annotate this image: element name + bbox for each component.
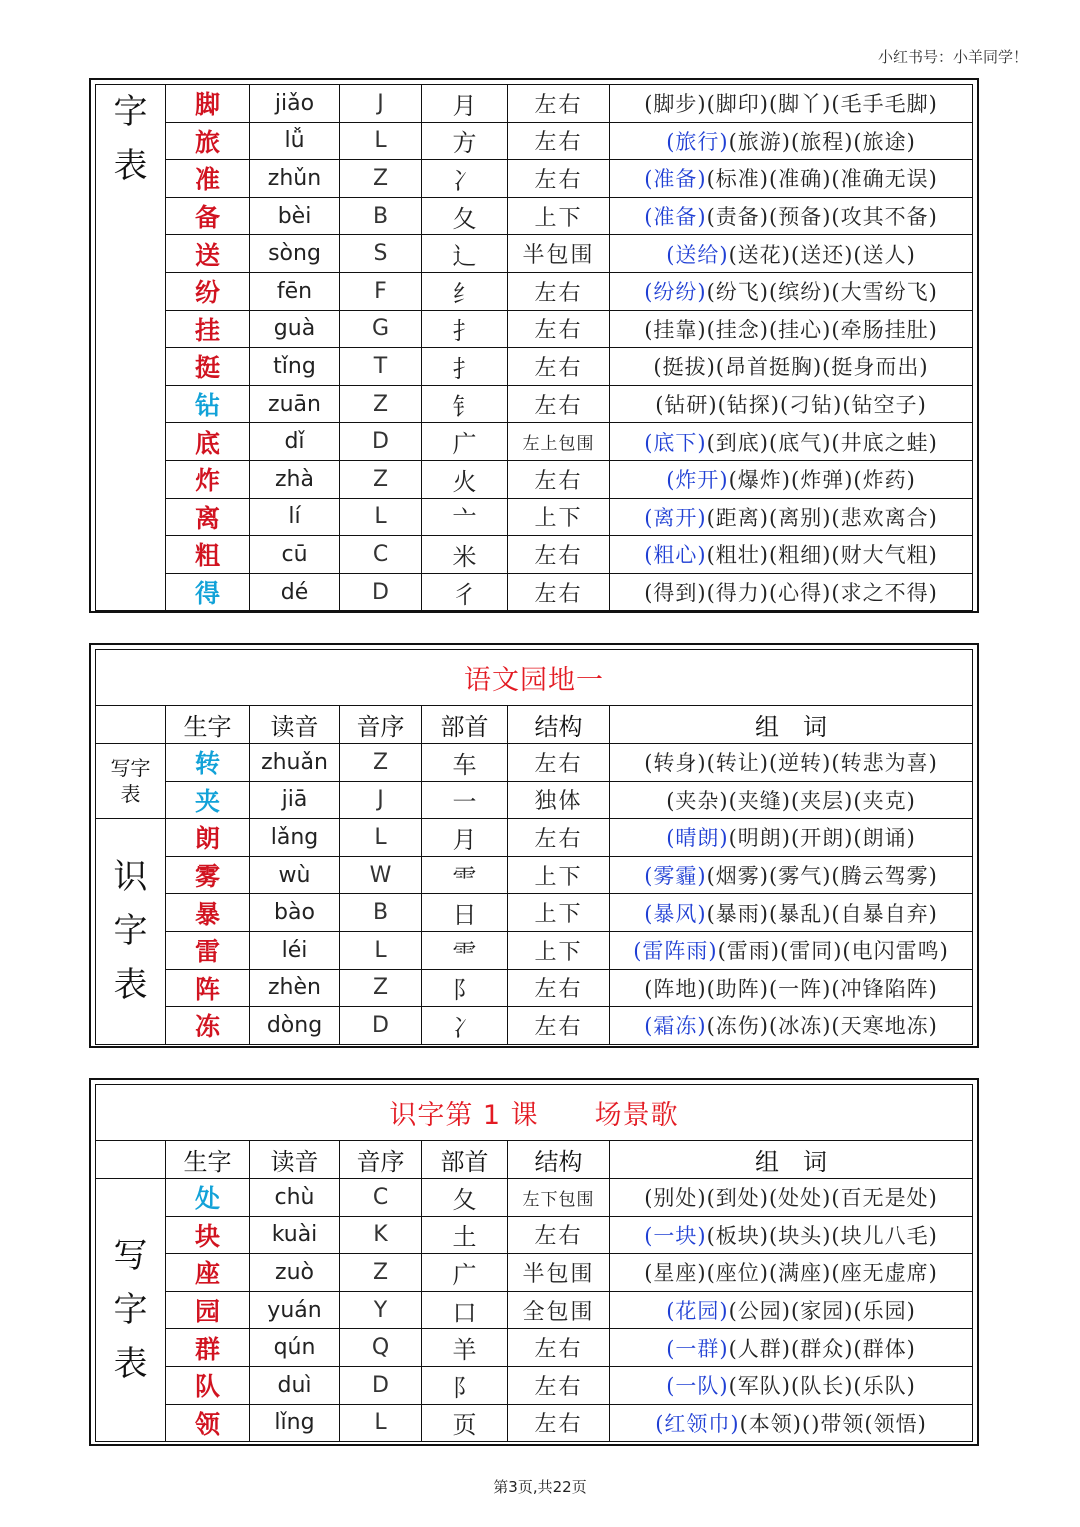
initial-letter-cell: G [340, 310, 422, 348]
pinyin-cell: dé [250, 573, 340, 611]
initial-letter-cell: L [340, 498, 422, 536]
words-text: (距离)(离别)(悲欢离合) [706, 505, 938, 530]
radical-cell: 页 [422, 1404, 508, 1442]
character-cell: 挂 [166, 310, 250, 348]
header-blank [96, 706, 166, 744]
initial-letter-cell: Z [340, 460, 422, 498]
structure-cell: 半包围 [508, 1254, 610, 1292]
radical-cell: 亠 [422, 498, 508, 536]
pinyin-cell: zhèn [250, 969, 340, 1007]
pinyin-cell: tǐng [250, 348, 340, 386]
initial-letter-cell: D [340, 423, 422, 461]
character-cell: 朗 [166, 819, 250, 857]
words-highlight: (一群) [666, 1336, 729, 1361]
side-label-stack [96, 755, 165, 807]
pinyin-cell: bào [250, 894, 340, 932]
words-cell [610, 423, 973, 461]
radical-cell: 口 [422, 1291, 508, 1329]
radical-cell: 方 [422, 122, 508, 160]
character-cell: 暴 [166, 894, 250, 932]
pinyin-cell: lǚ [250, 122, 340, 160]
side-label-char: 表 [113, 1344, 148, 1385]
table-row [96, 423, 973, 461]
words-cell [610, 856, 973, 894]
side-label-char: 写 [113, 1236, 148, 1277]
initial-letter-cell: W [340, 856, 422, 894]
character-cell: 转 [166, 744, 250, 782]
header-blank [96, 1141, 166, 1179]
header-note: 小红书号：小羊同学！ [877, 48, 1028, 66]
character-cell: 炸 [166, 460, 250, 498]
initial-letter-cell: L [340, 122, 422, 160]
radical-cell: ⻗ [422, 856, 508, 894]
words-cell [610, 536, 973, 574]
table-row [96, 573, 973, 611]
radical-cell: 月 [422, 85, 508, 123]
words-cell [610, 1179, 973, 1217]
words-cell [610, 1329, 973, 1367]
pinyin-cell: lǎng [250, 819, 340, 857]
words-cell [610, 781, 973, 819]
char-table-3 [95, 1084, 973, 1442]
structure-cell: 左右 [508, 122, 610, 160]
structure-cell: 左右 [508, 573, 610, 611]
header-radical: 部首 [422, 1141, 508, 1179]
character-cell: 得 [166, 573, 250, 611]
pinyin-cell: kuài [250, 1216, 340, 1254]
side-label-char: 表 [113, 965, 148, 1006]
structure-cell: 左右 [508, 460, 610, 498]
table-row [96, 1291, 973, 1329]
initial-letter-cell: B [340, 197, 422, 235]
words-text: (旅游)(旅程)(旅途) [728, 129, 916, 154]
words-text: (钻研)(钻探)(刁钻)(钻空子) [655, 393, 927, 418]
words-cell [610, 894, 973, 932]
section-title: 识字第 1 课 场景歌 [96, 1085, 973, 1141]
header-words: 组 词 [610, 706, 973, 744]
structure-cell: 左右 [508, 1216, 610, 1254]
side-label-char: 识 [113, 857, 148, 898]
words-highlight: (底下) [644, 430, 707, 455]
side-label [96, 819, 166, 1045]
initial-letter-cell: J [340, 85, 422, 123]
char-table-2 [95, 649, 973, 1045]
words-cell [610, 1254, 973, 1292]
header-char: 生字 [166, 706, 250, 744]
radical-cell: 彳 [422, 573, 508, 611]
pinyin-cell: lǐng [250, 1404, 340, 1442]
pinyin-cell: fēn [250, 272, 340, 310]
words-text: (标准)(准确)(准确无误) [706, 167, 938, 192]
side-label-stack [96, 85, 165, 193]
words-highlight: (送给) [666, 242, 729, 267]
character-cell: 领 [166, 1404, 250, 1442]
words-cell [610, 160, 973, 198]
words-text: (送花)(送还)(送人) [728, 242, 916, 267]
table-row [96, 1254, 973, 1292]
radical-cell: 广 [422, 1254, 508, 1292]
words-cell [610, 310, 973, 348]
initial-letter-cell: Z [340, 744, 422, 782]
table-row [96, 385, 973, 423]
pinyin-cell: duì [250, 1366, 340, 1404]
pinyin-cell: guà [250, 310, 340, 348]
structure-cell: 半包围 [508, 235, 610, 273]
words-text: (暴雨)(暴乱)(自暴自弃) [706, 901, 938, 926]
side-label [96, 1179, 166, 1442]
table-row [96, 1179, 973, 1217]
words-text: (冻伤)(冰冻)(天寒地冻) [706, 1014, 938, 1039]
character-cell: 队 [166, 1366, 250, 1404]
words-text: (夹杂)(夹缝)(夹层)(夹克) [666, 788, 916, 813]
words-highlight: (准备) [644, 205, 707, 230]
initial-letter-cell: L [340, 1404, 422, 1442]
radical-cell: 阝 [422, 1366, 508, 1404]
header-radical: 部首 [422, 706, 508, 744]
words-text: (公园)(家园)(乐园) [728, 1299, 916, 1324]
words-cell [610, 498, 973, 536]
character-cell: 底 [166, 423, 250, 461]
words-highlight: (离开) [644, 505, 707, 530]
pinyin-cell: sòng [250, 235, 340, 273]
table-row [96, 931, 973, 969]
table-row [96, 969, 973, 1007]
pinyin-cell: wù [250, 856, 340, 894]
header-structure: 结构 [508, 1141, 610, 1179]
table-row [96, 235, 973, 273]
structure-cell: 左右 [508, 969, 610, 1007]
words-cell [610, 385, 973, 423]
words-highlight: (纷纷) [644, 280, 707, 305]
table-row [96, 498, 973, 536]
radical-cell: 羊 [422, 1329, 508, 1367]
header-pinyin: 读音 [250, 706, 340, 744]
pinyin-cell: yuán [250, 1291, 340, 1329]
words-highlight: (一块) [644, 1223, 707, 1248]
structure-cell: 左右 [508, 310, 610, 348]
table-row [96, 460, 973, 498]
words-text: (板块)(块头)(块儿八毛) [706, 1223, 938, 1248]
table-row [96, 1329, 973, 1367]
character-cell: 脚 [166, 85, 250, 123]
words-text: (军队)(队长)(乐队) [728, 1374, 916, 1399]
table-row [96, 1216, 973, 1254]
side-label-char: 字 [113, 911, 148, 952]
words-highlight: (准备) [644, 167, 707, 192]
character-cell: 处 [166, 1179, 250, 1217]
initial-letter-cell: D [340, 1366, 422, 1404]
words-cell [610, 1404, 973, 1442]
header-structure: 结构 [508, 706, 610, 744]
words-highlight: (炸开) [666, 468, 729, 493]
words-highlight: (霜冻) [644, 1014, 707, 1039]
structure-cell: 左右 [508, 1366, 610, 1404]
initial-letter-cell: Q [340, 1329, 422, 1367]
table-block-3 [89, 1078, 979, 1446]
side-label [96, 744, 166, 819]
pinyin-cell: chù [250, 1179, 340, 1217]
words-cell [610, 573, 973, 611]
character-cell: 离 [166, 498, 250, 536]
words-text: (脚步)(脚印)(脚丫)(毛手毛脚) [644, 92, 938, 117]
character-cell: 送 [166, 235, 250, 273]
table-row [96, 197, 973, 235]
words-highlight: (旅行) [666, 129, 729, 154]
words-cell [610, 272, 973, 310]
pinyin-cell: zhà [250, 460, 340, 498]
structure-cell: 左上包围 [508, 423, 610, 461]
table-row [96, 856, 973, 894]
pinyin-cell: lí [250, 498, 340, 536]
initial-letter-cell: L [340, 819, 422, 857]
header-letter: 音序 [340, 706, 422, 744]
structure-cell: 左右 [508, 272, 610, 310]
character-cell: 座 [166, 1254, 250, 1292]
table-row [96, 894, 973, 932]
radical-cell: 车 [422, 744, 508, 782]
words-text: (别处)(到处)(处处)(百无是处) [644, 1186, 938, 1211]
radical-cell: 扌 [422, 348, 508, 386]
structure-cell: 上下 [508, 498, 610, 536]
table-block-2 [89, 643, 979, 1048]
radical-cell: 火 [422, 460, 508, 498]
words-text: (责备)(预备)(攻其不备) [706, 205, 938, 230]
radical-cell: 扌 [422, 310, 508, 348]
radical-cell: 广 [422, 423, 508, 461]
character-cell: 旅 [166, 122, 250, 160]
pinyin-cell: qún [250, 1329, 340, 1367]
character-cell: 挺 [166, 348, 250, 386]
header-letter: 音序 [340, 1141, 422, 1179]
side-label-stack [96, 1229, 165, 1391]
words-highlight: (雾霾) [644, 864, 707, 889]
pinyin-cell: zuān [250, 385, 340, 423]
words-text: (爆炸)(炸弹)(炸药) [728, 468, 916, 493]
structure-cell: 左右 [508, 1007, 610, 1045]
pinyin-cell: jiǎo [250, 85, 340, 123]
character-cell: 钻 [166, 385, 250, 423]
side-label [96, 85, 166, 611]
pinyin-cell: zhuǎn [250, 744, 340, 782]
words-cell [610, 460, 973, 498]
initial-letter-cell: Z [340, 385, 422, 423]
character-cell: 阵 [166, 969, 250, 1007]
character-cell: 园 [166, 1291, 250, 1329]
structure-cell: 左右 [508, 744, 610, 782]
words-text: (本领)()带领(领悟) [739, 1411, 927, 1436]
words-cell [610, 85, 973, 123]
words-text: (雷雨)(雷同)(电闪雷鸣) [717, 939, 949, 964]
words-text: (星座)(座位)(满座)(座无虚席) [644, 1261, 938, 1286]
structure-cell: 上下 [508, 197, 610, 235]
table-row [96, 85, 973, 123]
radical-cell: ⻗ [422, 931, 508, 969]
pinyin-cell: zuò [250, 1254, 340, 1292]
words-highlight: (暴风) [644, 901, 707, 926]
words-highlight: (粗心) [644, 543, 707, 568]
words-text: (纷飞)(缤纷)(大雪纷飞) [706, 280, 938, 305]
character-cell: 粗 [166, 536, 250, 574]
words-cell [610, 197, 973, 235]
character-cell: 雾 [166, 856, 250, 894]
initial-letter-cell: K [340, 1216, 422, 1254]
character-cell: 群 [166, 1329, 250, 1367]
header-char: 生字 [166, 1141, 250, 1179]
words-text: (转身)(转让)(逆转)(转悲为喜) [644, 751, 938, 776]
structure-cell: 上下 [508, 931, 610, 969]
radical-cell: 阝 [422, 969, 508, 1007]
initial-letter-cell: C [340, 536, 422, 574]
side-label-char: 写字 [110, 756, 151, 781]
initial-letter-cell: D [340, 1007, 422, 1045]
structure-cell: 左右 [508, 385, 610, 423]
words-cell [610, 235, 973, 273]
section-title: 语文园地一 [96, 650, 973, 706]
pinyin-cell: léi [250, 931, 340, 969]
table-row [96, 819, 973, 857]
side-label-char: 表 [113, 146, 148, 186]
initial-letter-cell: T [340, 348, 422, 386]
structure-cell: 左下包围 [508, 1179, 610, 1217]
words-cell [610, 1007, 973, 1045]
structure-cell: 左右 [508, 1404, 610, 1442]
radical-cell: 夂 [422, 1179, 508, 1217]
words-text: (挺拔)(昂首挺胸)(挺身而出) [653, 355, 929, 380]
words-cell [610, 744, 973, 782]
initial-letter-cell: J [340, 781, 422, 819]
pinyin-cell: zhǔn [250, 160, 340, 198]
initial-letter-cell: Z [340, 1254, 422, 1292]
side-label-char: 字 [113, 92, 148, 132]
radical-cell: 米 [422, 536, 508, 574]
radical-cell: 土 [422, 1216, 508, 1254]
radical-cell: 钅 [422, 385, 508, 423]
structure-cell: 左右 [508, 348, 610, 386]
words-text: (烟雾)(雾气)(腾云驾雾) [706, 864, 938, 889]
words-cell [610, 348, 973, 386]
radical-cell: 月 [422, 819, 508, 857]
table-row [96, 536, 973, 574]
initial-letter-cell: F [340, 272, 422, 310]
structure-cell: 左右 [508, 160, 610, 198]
words-highlight: (晴朗) [666, 826, 729, 851]
initial-letter-cell: D [340, 573, 422, 611]
words-text: (明朗)(开朗)(朗诵) [728, 826, 916, 851]
page-footer: 第3页,共22页 [493, 1478, 587, 1496]
words-cell [610, 122, 973, 160]
structure-cell: 左右 [508, 536, 610, 574]
pinyin-cell: dǐ [250, 423, 340, 461]
words-highlight: (花园) [666, 1299, 729, 1324]
table-row [96, 1366, 973, 1404]
structure-cell: 上下 [508, 894, 610, 932]
structure-cell: 左右 [508, 1329, 610, 1367]
initial-letter-cell: Z [340, 969, 422, 1007]
radical-cell: 一 [422, 781, 508, 819]
radical-cell: 辶 [422, 235, 508, 273]
words-text: (人群)(群众)(群体) [728, 1336, 916, 1361]
side-label-stack [96, 850, 165, 1012]
initial-letter-cell: Y [340, 1291, 422, 1329]
character-cell: 备 [166, 197, 250, 235]
table-row [96, 310, 973, 348]
structure-cell: 上下 [508, 856, 610, 894]
character-cell: 准 [166, 160, 250, 198]
header-words: 组 词 [610, 1141, 973, 1179]
radical-cell: 冫 [422, 1007, 508, 1045]
words-highlight: (一队) [666, 1374, 729, 1399]
table-row [96, 272, 973, 310]
initial-letter-cell: S [340, 235, 422, 273]
character-cell: 块 [166, 1216, 250, 1254]
table-row [96, 1404, 973, 1442]
words-cell [610, 1291, 973, 1329]
radical-cell: 纟 [422, 272, 508, 310]
words-text: (得到)(得力)(心得)(求之不得) [644, 581, 938, 606]
pinyin-cell: cū [250, 536, 340, 574]
words-text: (粗壮)(粗细)(财大气粗) [706, 543, 938, 568]
pinyin-cell: bèi [250, 197, 340, 235]
table-row [96, 744, 973, 782]
radical-cell: 冫 [422, 160, 508, 198]
pinyin-cell: jiā [250, 781, 340, 819]
table-row [96, 122, 973, 160]
side-label-char: 表 [120, 782, 141, 807]
words-cell [610, 931, 973, 969]
pinyin-cell: dòng [250, 1007, 340, 1045]
table-row [96, 1007, 973, 1045]
character-cell: 冻 [166, 1007, 250, 1045]
words-text: (阵地)(助阵)(一阵)(冲锋陷阵) [644, 976, 938, 1001]
side-label-char: 字 [113, 1290, 148, 1331]
char-table-1 [95, 84, 973, 611]
initial-letter-cell: B [340, 894, 422, 932]
radical-cell: 日 [422, 894, 508, 932]
character-cell: 夹 [166, 781, 250, 819]
table-row [96, 160, 973, 198]
words-highlight: (红领巾) [655, 1411, 740, 1436]
words-text: (到底)(底气)(井底之蛙) [706, 430, 938, 455]
structure-cell: 全包围 [508, 1291, 610, 1329]
table-row [96, 348, 973, 386]
structure-cell: 左右 [508, 85, 610, 123]
initial-letter-cell: Z [340, 160, 422, 198]
initial-letter-cell: C [340, 1179, 422, 1217]
structure-cell: 独体 [508, 781, 610, 819]
radical-cell: 夂 [422, 197, 508, 235]
words-cell [610, 969, 973, 1007]
table-block-1 [89, 78, 979, 613]
words-cell [610, 819, 973, 857]
table-row [96, 781, 973, 819]
character-cell: 纷 [166, 272, 250, 310]
words-cell [610, 1366, 973, 1404]
character-cell: 雷 [166, 931, 250, 969]
words-cell [610, 1216, 973, 1254]
header-pinyin: 读音 [250, 1141, 340, 1179]
structure-cell: 左右 [508, 819, 610, 857]
words-highlight: (雷阵雨) [633, 939, 718, 964]
initial-letter-cell: L [340, 931, 422, 969]
words-text: (挂靠)(挂念)(挂心)(牵肠挂肚) [644, 317, 938, 342]
